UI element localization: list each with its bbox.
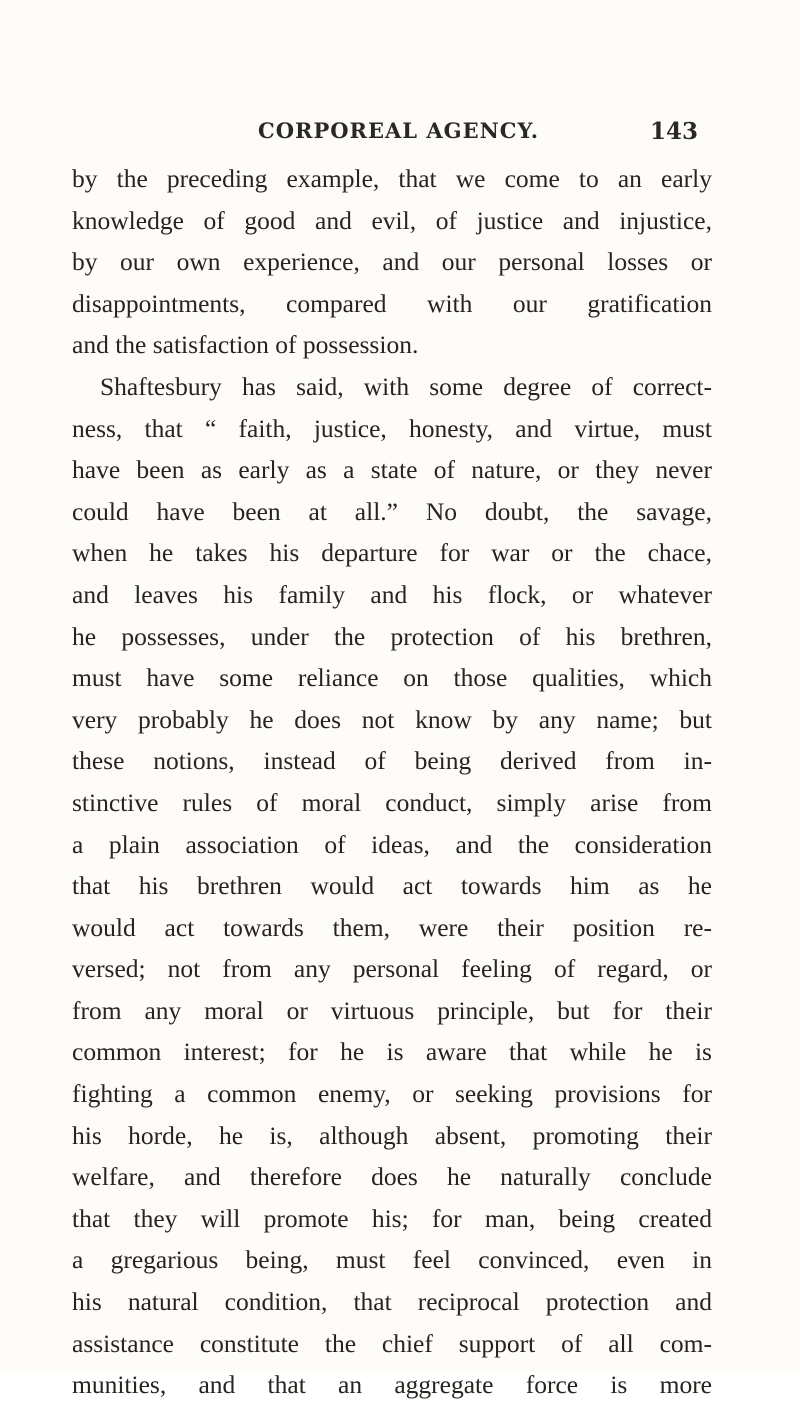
text-line: must have some reliance on those qualities, which: [72, 663, 712, 693]
text-line: a plain association of ideas, and the consideration: [72, 829, 712, 859]
text-line: that his brethren would act towards him as he: [72, 871, 712, 901]
text-line: these notions, instead of being derived from in-: [72, 746, 712, 776]
text-line: could have been at all.” No doubt, the savage,: [72, 496, 712, 526]
body-text: [72, 158, 712, 1406]
text-line: ness, that “ faith, justice, honesty, and virtue, must: [72, 413, 712, 443]
text-line: fighting a common enemy, or seeking provisions for: [72, 1079, 712, 1109]
text-line: have been as early as a state of nature, or they never: [72, 455, 712, 485]
text-line: knowledge of good and evil, of justice and injustice,: [72, 205, 712, 235]
text-line: welfare, and therefore does he naturally conclude: [72, 1162, 712, 1192]
text-line: munities, and that an aggregate force is more: [72, 1370, 712, 1400]
text-line: from any moral or virtuous principle, but for their: [72, 995, 712, 1025]
text-line: and the satisfaction of possession.: [72, 330, 419, 360]
text-line: that they will promote his; for man, being created: [72, 1203, 712, 1233]
text-line: his natural condition, that reciprocal protection and: [72, 1287, 712, 1317]
text-line: he possesses, under the protection of his brethren,: [72, 621, 712, 651]
page-number: 143: [649, 118, 698, 145]
text-line: by the preceding example, that we come to an early: [72, 164, 712, 193]
text-line: disappointments, compared with our gratification: [72, 288, 712, 318]
text-line: by our own experience, and our personal losses or: [72, 247, 712, 277]
text-line: versed; not from any personal feeling of regard, or: [72, 954, 712, 984]
running-title: CORPOREAL AGENCY.: [258, 118, 540, 143]
text-line: common interest; for he is aware that while he is: [72, 1037, 712, 1067]
text-line: Shaftesbury has said, with some degree of correct-: [100, 371, 712, 401]
text-line: and leaves his family and his flock, or whatever: [72, 579, 712, 609]
text-line: very probably he does not know by any name; but: [72, 704, 712, 734]
page-header: [258, 118, 698, 158]
text-line: a gregarious being, must feel convinced, even in: [72, 1245, 712, 1275]
text-line: assistance constitute the chief support of all com-: [72, 1328, 712, 1358]
text-line: his horde, he is, although absent, promoting their: [72, 1120, 712, 1150]
text-line: stinctive rules of moral conduct, simply arise from: [72, 787, 712, 817]
text-line: when he takes his departure for war or the chace,: [72, 538, 712, 568]
text-line: would act towards them, were their position re-: [72, 912, 712, 942]
